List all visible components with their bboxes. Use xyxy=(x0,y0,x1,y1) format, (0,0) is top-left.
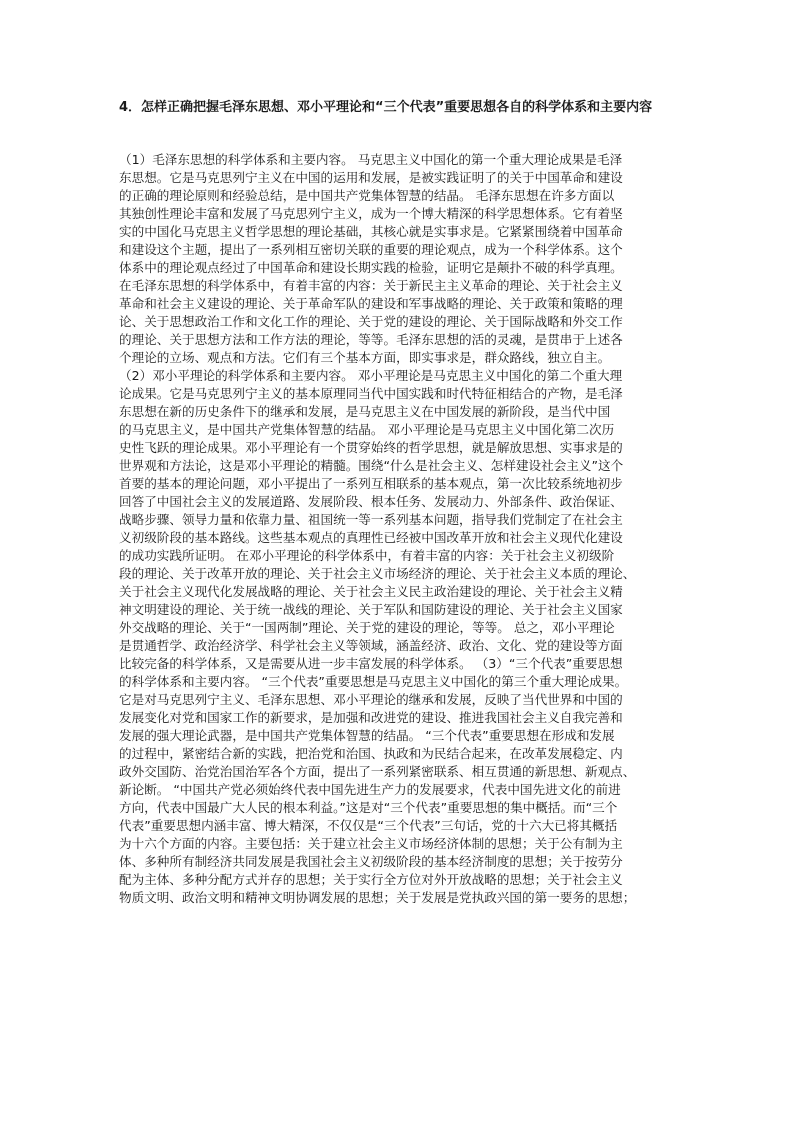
text-line: 神文明建设的理论、关于统一战线的理论、关于军队和国防建设的理论、关于社会主义国家 xyxy=(119,602,623,617)
text-line: 的成功实践所证明。 在邓小平理论的科学体系中，有着丰富的内容：关于社会主义初级阶 xyxy=(119,548,615,563)
text-line: 它是对马克思列宁主义、毛泽东思想、邓小平理论的继承和发展，反映了当代世界和中国的 xyxy=(119,692,623,707)
text-line: 其独创性理论丰富和发展了马克思列宁主义，成为一个博大精深的科学思想体系。它有着坚 xyxy=(119,206,623,221)
text-line: 战略步骤、领导力量和依靠力量、祖国统一等一系列基本问题，指导我们党制定了在社会主 xyxy=(119,512,623,527)
text-line: 实的中国化马克思主义哲学思想的理论基础，其核心就是实事求是。它紧紧围绕着中国革命 xyxy=(119,224,623,239)
text-line: 论成果。它是马克思列宁主义的基本原理同当代中国实践和时代特征相结合的产物，是毛泽 xyxy=(119,386,623,401)
text-line: 代表”重要思想内涵丰富、博大精深，不仅仅是“三个代表”三句话，党的十六大已将其概括 xyxy=(119,818,618,833)
text-line: 东思想。它是马克思列宁主义在中国的运用和发展，是被实践证明了的关于中国革命和建设 xyxy=(119,170,623,185)
text-line: 个理论的立场、观点和方法。它们有三个基本方面，即实事求是，群众路线，独立自主。 xyxy=(119,350,611,365)
section-title: 4．怎样正确把握毛泽东思想、邓小平理论和“三个代表”重要思想各自的科学体系和主要内容 xyxy=(119,100,653,115)
text-line: 的正确的理论原则和经验总结，是中国共产党集体智慧的结晶。 毛泽东思想在许多方面以 xyxy=(119,188,615,203)
text-line: 回答了中国社会主义的发展道路、发展阶段、根本任务、发展动力、外部条件、政治保证、 xyxy=(119,494,623,509)
text-line: 配为主体、多种分配方式并存的思想；关于实行全方位对外开放战略的思想；关于社会主义 xyxy=(119,872,623,887)
text-line: 体、多种所有制经济共同发展是我国社会主义初级阶段的基本经济制度的思想；关于按劳分 xyxy=(119,854,623,869)
text-line: 政外交国防、治党治国治军各个方面，提出了一系列紧密联系、相互贯通的新思想、新观点、 xyxy=(119,764,636,779)
text-line: 发展的强大理论武器，是中国共产党集体智慧的结晶。 “三个代表”重要思想在形成和发展 xyxy=(119,728,615,743)
text-line: （2）邓小平理论的科学体系和主要内容。 邓小平理论是马克思主义中国化的第二个重大理 xyxy=(119,368,623,383)
text-line: 新论断。 “中国共产党必须始终代表中国先进生产力的发展要求，代表中国先进文化的前进 xyxy=(119,782,621,797)
text-line: 为十六个方面的内容。主要包括：关于建立社会主义市场经济体制的思想；关于公有制为主 xyxy=(119,836,623,851)
text-line: 的理论、关于思想方法和工作方法的理论，等等。毛泽东思想的活的灵魂，是贯串于上述各 xyxy=(119,332,623,347)
text-line: 的科学体系和主要内容。 “三个代表”重要思想是马克思主义中国化的第三个重大理论成果。 xyxy=(119,674,628,689)
text-line: 的马克思主义，是中国共产党集体智慧的结晶。 邓小平理论是马克思主义中国化第二次历 xyxy=(119,422,615,437)
text-line: 史性飞跃的理论成果。邓小平理论有一个贯穿始终的哲学思想，就是解放思想、实事求是的 xyxy=(119,440,623,455)
text-line: 论、关于思想政治工作和文化工作的理论、关于党的建设的理论、关于国际战略和外交工作 xyxy=(119,314,623,329)
text-line: 革命和社会主义建设的理论、关于革命军队的建设和军事战略的理论、关于政策和策略的理 xyxy=(119,296,623,311)
text-line: 义初级阶段的基本路线。这些基本观点的真理性已经被中国改革开放和社会主义现代化建设 xyxy=(119,530,623,545)
text-line: 段的理论、关于改革开放的理论、关于社会主义市场经济的理论、关于社会主义本质的理论、 xyxy=(119,566,636,581)
text-line: （1）毛泽东思想的科学体系和主要内容。 马克思主义中国化的第一个重大理论成果是毛泽 xyxy=(119,152,623,167)
text-line: 东思想在新的历史条件下的继承和发展，是马克思主义在中国发展的新阶段，是当代中国 xyxy=(119,404,611,419)
text-line: 世界观和方法论，这是邓小平理论的精髓。围绕“什么是社会主义、怎样建设社会主义”这个 xyxy=(119,458,624,473)
text-line: 首要的基本的理论问题，邓小平提出了一系列互相联系的基本观点，第一次比较系统地初步 xyxy=(119,476,623,491)
text-line: 体系中的理论观点经过了中国革命和建设长期实践的检验，证明它是颠扑不破的科学真理。 xyxy=(119,260,623,275)
text-line: 发展变化对党和国家工作的新要求，是加强和改进党的建设、推进我国社会主义自我完善和 xyxy=(119,710,623,725)
text-line: 和建设这个主题，提出了一系列相互密切关联的重要的理论观点，成为一个科学体系。这个 xyxy=(119,242,623,257)
text-line: 在毛泽东思想的科学体系中，有着丰富的内容：关于新民主主义革命的理论、关于社会主义 xyxy=(119,278,623,293)
text-line: 比较完备的科学体系，又是需要从进一步丰富发展的科学体系。 （3）“三个代表”重要思想 xyxy=(119,656,623,671)
text-line: 外交战略的理论、关于“一国两制”理论、关于党的建设的理论，等等。 总之，邓小平理论 xyxy=(119,620,615,635)
text-line: 的过程中，紧密结合新的实践，把治党和治国、执政和为民结合起来，在改革发展稳定、内 xyxy=(119,746,623,761)
text-line: 关于社会主义现代化发展战略的理论、关于社会主义民主政治建设的理论、关于社会主义精 xyxy=(119,584,623,599)
body-text xyxy=(119,151,681,907)
text-line: 方向，代表中国最广大人民的根本利益。”这是对“三个代表”重要思想的集中概括。而“三个 xyxy=(119,800,618,815)
text-line: 物质文明、政治文明和精神文明协调发展的思想；关于发展是党执政兴国的第一要务的思想； xyxy=(119,890,636,905)
text-line: 是贯通哲学、政治经济学、科学社会主义等领域，涵盖经济、政治、文化、党的建设等方面 xyxy=(119,638,623,653)
